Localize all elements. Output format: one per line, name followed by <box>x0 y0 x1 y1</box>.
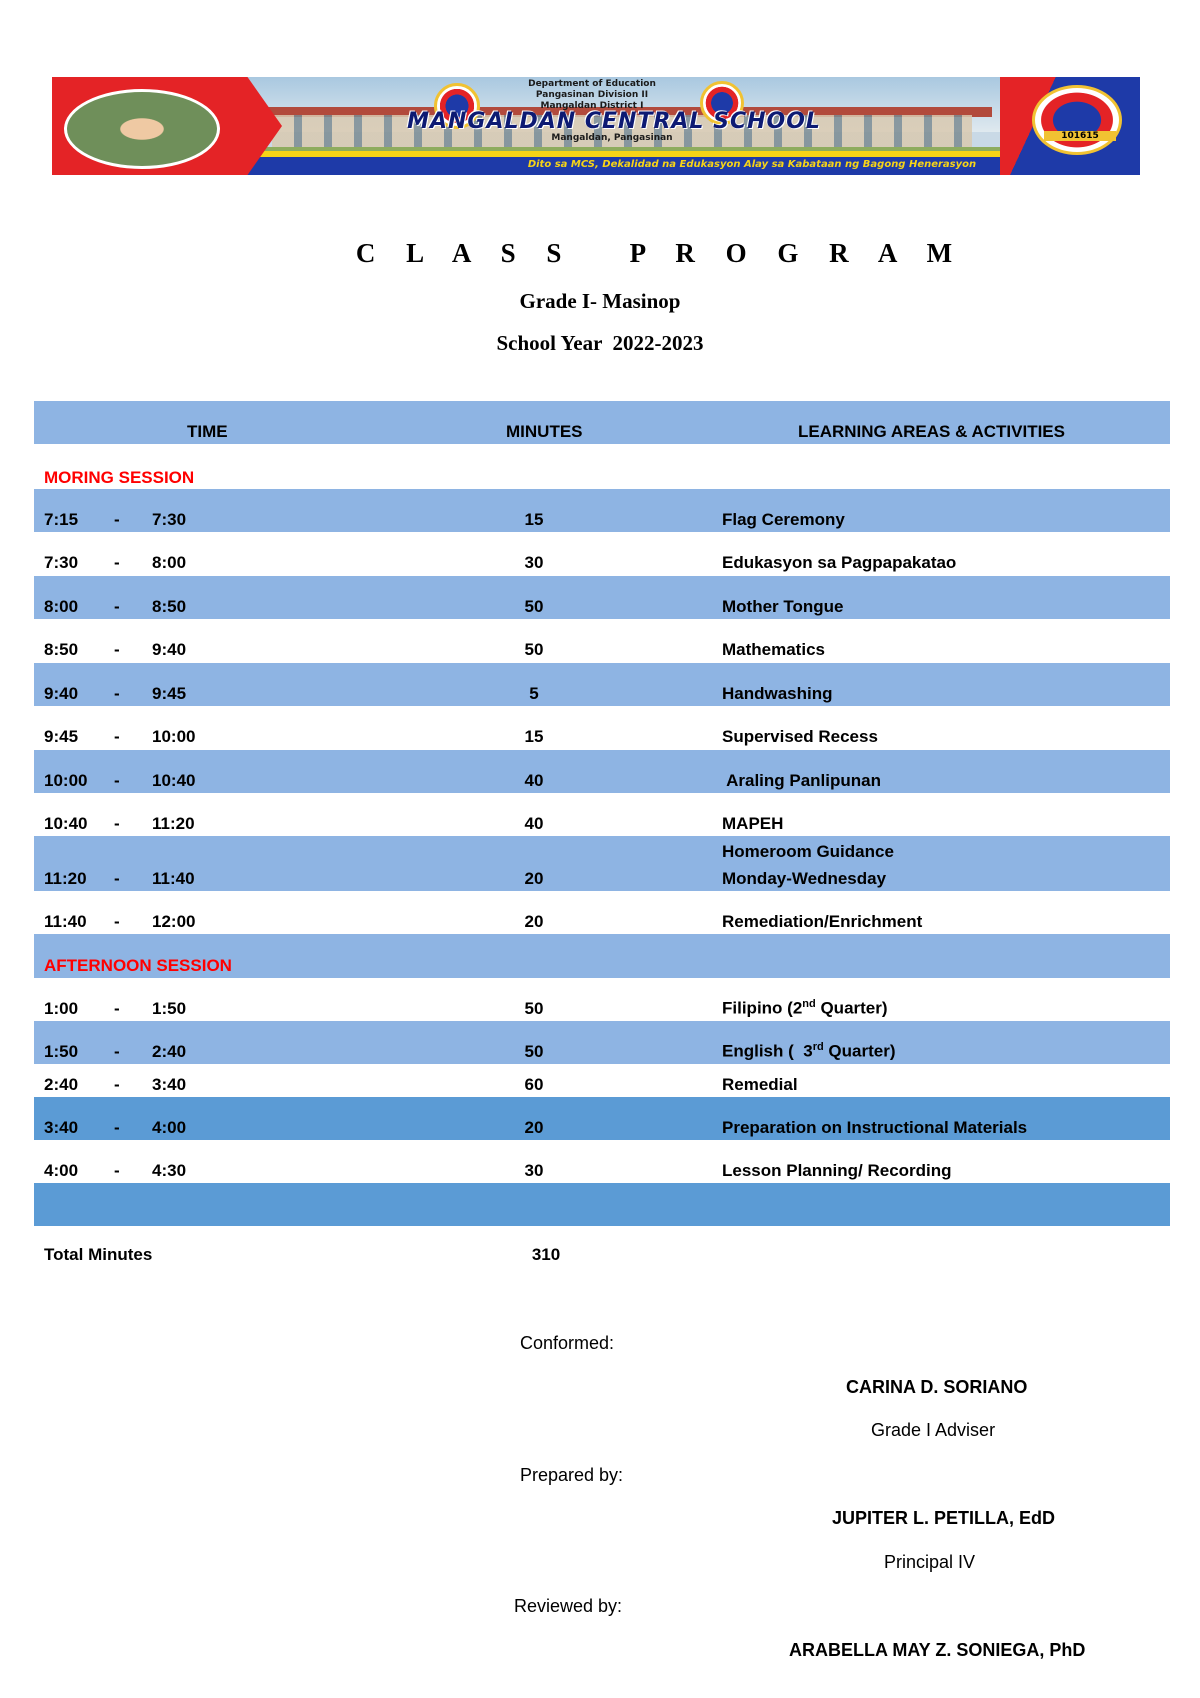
time-dash: - <box>114 510 120 529</box>
activity-cell: MAPEH <box>722 814 784 833</box>
time-end: 8:00 <box>152 553 187 572</box>
schedule-row <box>34 663 1170 706</box>
time-end: 10:00 <box>152 727 196 746</box>
time-start: 3:40 <box>44 1118 79 1137</box>
time-dash: - <box>114 640 120 659</box>
schedule-row <box>34 489 1170 532</box>
time-dash: - <box>114 1075 120 1094</box>
adviser-name: CARINA D. SORIANO <box>846 1377 1028 1397</box>
time-dash: - <box>114 771 120 790</box>
banner-district: Mangaldan District I <box>540 101 644 111</box>
activity-cell <box>722 998 888 1019</box>
schedule-row <box>34 793 1170 836</box>
activity-cell: Mathematics <box>722 640 825 659</box>
minutes-cell: 40 <box>524 814 544 833</box>
activity-cell: Flag Ceremony <box>722 510 845 529</box>
schedule-row <box>34 532 1170 575</box>
activity-cell: Lesson Planning/ Recording <box>722 1161 952 1180</box>
header-activities: LEARNING AREAS & ACTIVITIES <box>798 422 1065 441</box>
banner-location: Mangaldan, Pangasinan <box>551 133 673 143</box>
time-start: 10:00 <box>44 771 88 790</box>
time-end: 1:50 <box>152 999 187 1018</box>
time-start: 8:50 <box>44 640 79 659</box>
adviser-title: Grade I Adviser <box>871 1420 996 1440</box>
time-start: 9:45 <box>44 727 79 746</box>
banner-division: Pangasinan Division II <box>535 90 649 100</box>
time-end: 8:50 <box>152 597 187 616</box>
reviewed-label: Reviewed by: <box>514 1596 623 1616</box>
activity-cell-line1: Homeroom Guidance <box>722 842 894 861</box>
time-dash: - <box>114 869 120 888</box>
time-start: 2:40 <box>44 1075 79 1094</box>
minutes-cell: 30 <box>524 553 544 572</box>
time-end: 11:20 <box>152 814 195 833</box>
time-end: 12:00 <box>152 912 196 931</box>
activity-text-end: Quarter) <box>815 999 888 1018</box>
time-start: 11:40 <box>44 912 87 931</box>
schedule-row <box>34 836 1170 891</box>
banner-department-lines <box>492 79 692 112</box>
header-minutes: MINUTES <box>506 422 583 441</box>
document-title: C L A S S P R O G R A M <box>355 238 965 268</box>
morning-session-label: MORING SESSION <box>44 468 195 487</box>
school-year: School Year 2022-2023 <box>496 331 704 355</box>
activity-cell: Mother Tongue <box>722 597 844 616</box>
activity-cell: Remediation/Enrichment <box>722 912 923 931</box>
time-start: 1:00 <box>44 999 79 1018</box>
principal-title: Principal IV <box>884 1552 976 1572</box>
grade-section: Grade I- Masinop <box>519 289 681 313</box>
time-end: 4:00 <box>152 1118 187 1137</box>
time-dash: - <box>114 1042 120 1061</box>
minutes-cell: 40 <box>524 771 544 790</box>
minutes-cell: 15 <box>524 727 544 746</box>
time-dash: - <box>114 814 120 833</box>
time-dash: - <box>114 999 120 1018</box>
activity-cell: Supervised Recess <box>722 727 878 746</box>
time-end: 9:45 <box>152 684 187 703</box>
activity-cell: Araling Panlipunan <box>722 771 881 790</box>
minutes-cell: 50 <box>524 999 544 1018</box>
banner-school-name: MANGALDAN CENTRAL SCHOOL <box>407 109 821 134</box>
banner-department: Department of Education <box>528 79 656 89</box>
banner-photo <box>64 89 220 169</box>
minutes-cell: 20 <box>524 869 544 888</box>
activity-text: English ( 3 <box>722 1042 813 1061</box>
time-start: 10:40 <box>44 814 88 833</box>
principal-name: JUPITER L. PETILLA, EdD <box>832 1508 1056 1528</box>
empty-band-row <box>34 1183 1170 1226</box>
prepared-label: Prepared by: <box>520 1465 624 1485</box>
minutes-cell: 50 <box>524 597 544 616</box>
time-dash: - <box>114 912 120 931</box>
schedule-row <box>34 706 1170 749</box>
banner-motto: Dito sa MCS, Dekalidad na Edukasyon Alay sa Kabataan ng Bagong Henerasyon <box>527 159 977 170</box>
activity-cell: Monday-Wednesday <box>722 869 887 888</box>
schedule-row <box>34 891 1170 934</box>
school-banner <box>52 77 1140 175</box>
time-dash: - <box>114 553 120 572</box>
schedule-row <box>34 978 1170 1021</box>
time-end: 3:40 <box>152 1075 187 1094</box>
time-end: 10:40 <box>152 771 196 790</box>
school-logo-icon <box>1032 85 1122 155</box>
activity-cell: Preparation on Instructional Materials <box>722 1118 1028 1137</box>
time-end: 7:30 <box>152 510 187 529</box>
table-header <box>34 401 1170 444</box>
time-end: 2:40 <box>152 1042 187 1061</box>
activity-cell: Handwashing <box>722 684 833 703</box>
conformed-label: Conformed: <box>520 1333 615 1353</box>
time-start: 4:00 <box>44 1161 79 1180</box>
minutes-cell: 30 <box>524 1161 544 1180</box>
minutes-cell: 60 <box>524 1075 544 1094</box>
time-end: 11:40 <box>152 869 195 888</box>
activity-text: Filipino (2 <box>722 999 803 1018</box>
time-start: 11:20 <box>44 869 87 888</box>
activity-superscript: rd <box>812 1041 824 1054</box>
banner-school-id: 101615 <box>1044 131 1116 141</box>
schedule-row <box>34 1064 1170 1097</box>
minutes-cell: 20 <box>524 912 544 931</box>
activity-text-end: Quarter) <box>823 1042 896 1061</box>
schedule-row <box>34 1021 1170 1064</box>
time-dash: - <box>114 684 120 703</box>
minutes-cell: 15 <box>524 510 544 529</box>
schedule-row <box>34 619 1170 662</box>
time-dash: - <box>114 597 120 616</box>
time-start: 1:50 <box>44 1042 79 1061</box>
minutes-cell: 50 <box>524 640 544 659</box>
activity-cell: Edukasyon sa Pagpapakatao <box>722 553 957 572</box>
time-start: 7:15 <box>44 510 79 529</box>
schedule-row <box>34 750 1170 793</box>
reviewer-name: ARABELLA MAY Z. SONIEGA, PhD <box>789 1640 1086 1660</box>
schedule-row <box>34 1097 1170 1140</box>
schedule-row <box>34 576 1170 619</box>
minutes-cell: 50 <box>524 1042 544 1061</box>
time-dash: - <box>114 1118 120 1137</box>
minutes-cell: 5 <box>529 684 539 703</box>
time-dash: - <box>114 1161 120 1180</box>
activity-cell <box>722 1041 895 1062</box>
time-end: 4:30 <box>152 1161 187 1180</box>
time-start: 7:30 <box>44 553 79 572</box>
time-start: 9:40 <box>44 684 79 703</box>
time-start: 8:00 <box>44 597 79 616</box>
total-minutes-value: 310 <box>531 1245 561 1264</box>
header-time: TIME <box>187 422 228 441</box>
schedule-row <box>34 1140 1170 1183</box>
time-dash: - <box>114 727 120 746</box>
time-end: 9:40 <box>152 640 187 659</box>
afternoon-session-label: AFTERNOON SESSION <box>44 956 232 975</box>
total-minutes-label: Total Minutes <box>44 1245 153 1264</box>
activity-superscript: nd <box>802 998 816 1011</box>
minutes-cell: 20 <box>524 1118 544 1137</box>
activity-cell: Remedial <box>722 1075 798 1094</box>
